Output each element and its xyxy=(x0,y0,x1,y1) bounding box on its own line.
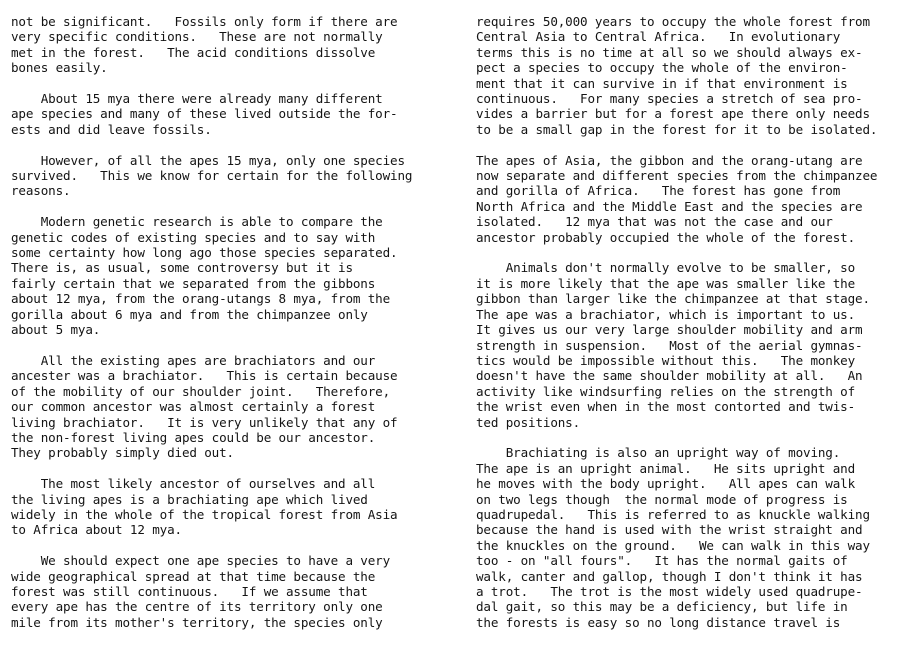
paragraph-geographical-spread: We should expect one ape species to have a very wide geographical spread at that time because the forest was still continuous. If we assume that every ape has the centre of its territory only one mile from its mother's territory, the species only xyxy=(11,553,391,630)
paragraph-fossils: not be significant. Fossils only form if there are very specific conditions. These are not normally met in the forest. The acid conditions dissolve bones easily. xyxy=(11,14,398,76)
paragraph-occupy-forest: requires 50,000 years to occupy the whole forest from Central Asia to Central Africa. In evolutionary terms this is no time at all so we should always ex- pect a species to occupy the whole of the environ- ment that it can survive in if that environment is continuous. For many species a stretch of sea pro- vides a barrier but for a forest ape there only needs to be a small gap in the forest for it to be isolated. xyxy=(476,14,878,137)
paragraph-likely-ancestor: The most likely ancestor of ourselves and all the living apes is a brachiating ape which lived widely in the whole of the tropical forest from Asia to Africa about 12 mya. xyxy=(11,476,398,538)
paragraph-brachiators: All the existing apes are brachiators and our ancester was a brachiator. This is certain because of the mobility of our shoulder joint. Therefore, our common ancestor was almost certainly a forest living brachiator. It is very unlikely that any of the non-forest living apes could be our ancestor. They probably simply died out. xyxy=(11,352,398,461)
paragraph-ape-species-15mya: About 15 mya there were already many different ape species and many of these lived outside the for- ests and did leave fossils. xyxy=(11,91,398,137)
paragraph-upright-moving: Brachiating is also an upright way of moving. The ape is an upright animal. He sits upright and he moves with the body upright. All apes can walk on two legs though the normal mode of progress is quadrupedal. This is referred to as knuckle walking because the hand is used with the wrist straight and the knuckles on the ground. We can walk in this way too - on "all fours". It has the normal gaits of walk, canter and gallop, though I don't think it has a trot. The trot is the most widely used quadrupe- dal gait, so this may be a deficiency, but life in the forests is easy so no long distance travel is xyxy=(476,445,870,630)
left-page-column xyxy=(11,14,443,630)
paragraph-one-species-survived: However, of all the apes 15 mya, only one species survived. This we know for certain for the following reasons. xyxy=(11,152,413,199)
paragraph-apes-of-asia: The apes of Asia, the gibbon and the orang-utang are now separate and different species from the chimpanzee and gorilla of Africa. The forest has gone from North Africa and the Middle East and the species are isolated. 12 mya that was not the case and our ancestor probably occupied the whole of the forest. xyxy=(476,152,878,245)
right-page-column xyxy=(476,14,908,630)
paragraph-smaller-ape: Animals don't normally evolve to be smaller, so it is more likely that the ape was smaller like the gibbon than larger like the chimpanzee at that stage. The ape was a brachiator, which is important to us. It gives us our very large shoulder mobility and arm strength in suspension. Most of the aerial gymnas- tics would be impossible without this. The monkey doesn't have the same shoulder mobility at all. An activity like windsurfing relies on the strength of the wrist even when in the most contorted and twis- ted positions. xyxy=(476,260,870,430)
paragraph-genetic-research: Modern genetic research is able to compare the genetic codes of existing species and to say with some certainty how long ago those species separated. There is, as usual, some controversy but it is fairly certain that we separated from the gibbons about 12 mya, from the orang-utangs 8 mya, from the gorilla about 6 mya and from the chimpanzee only about 5 mya. xyxy=(11,214,398,338)
